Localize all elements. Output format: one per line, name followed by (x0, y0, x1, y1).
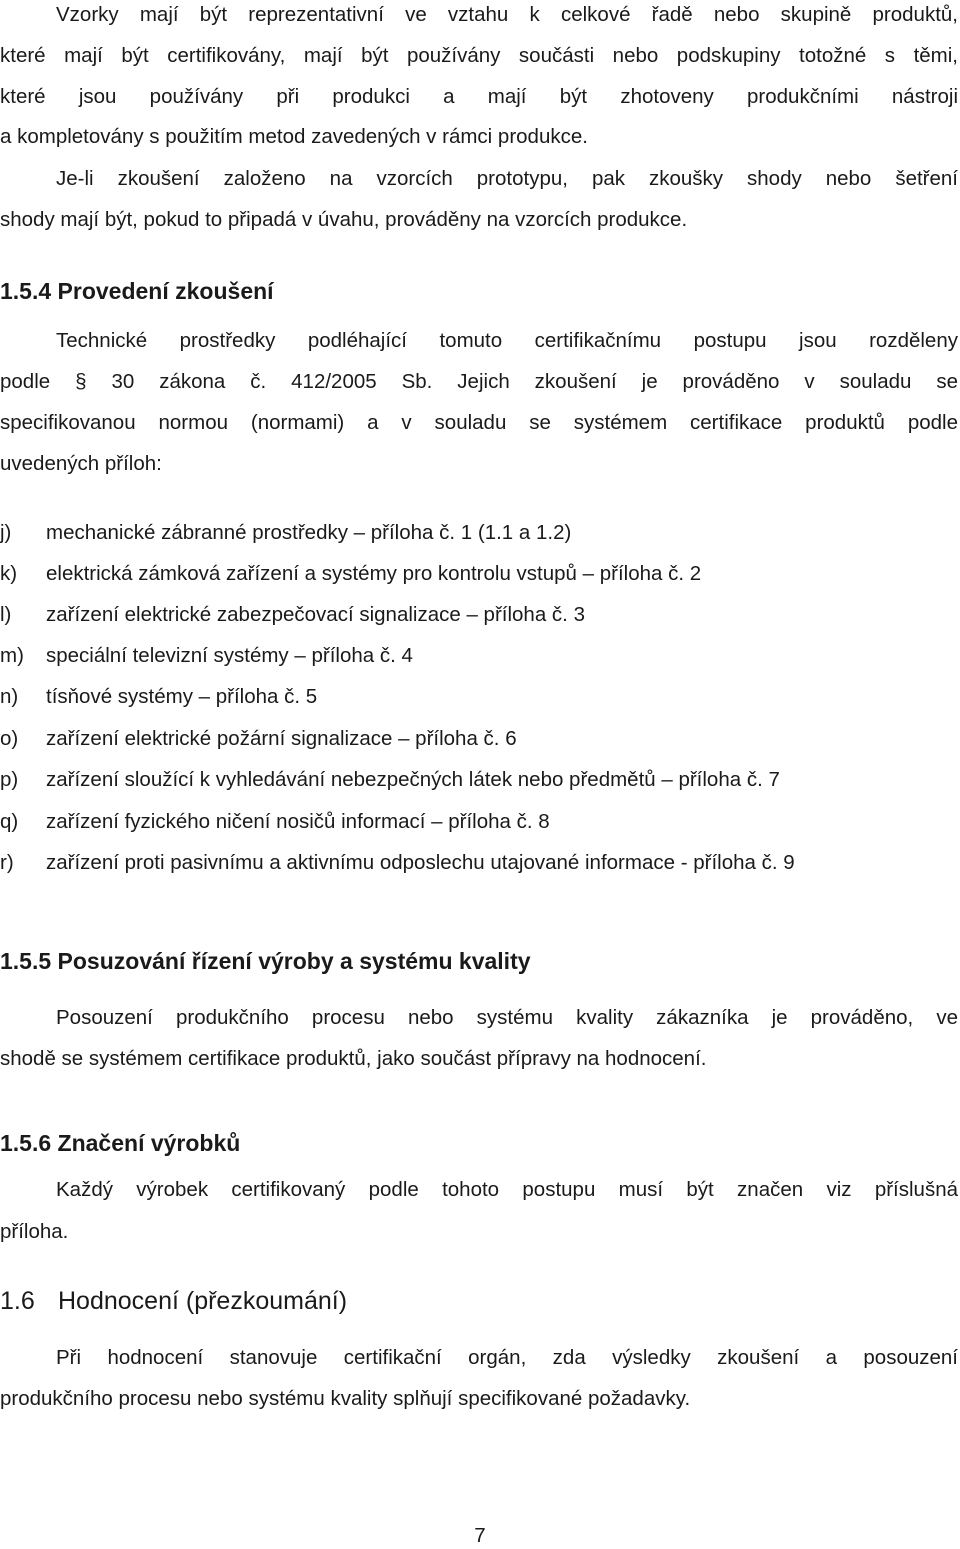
list-marker: k) (0, 562, 18, 585)
list-item-text: mechanické zábranné prostředky – příloha č. 1 (1.1 a 1.2) (46, 521, 572, 544)
text-line: příloha. (0, 1220, 69, 1243)
text-line: Každý výrobek certifikovaný podle tohoto postupu musí být značen viz příslušná (56, 1178, 958, 1201)
page-number: 7 (474, 1524, 486, 1547)
text-line: shody mají být, pokud to připadá v úvahu, prováděny na vzorcích produkce. (0, 208, 688, 231)
list-marker: l) (0, 603, 12, 626)
text-line: Při hodnocení stanovuje certifikační orgán, zda výsledky zkoušení a posouzení (56, 1346, 958, 1369)
section-heading (0, 946, 531, 976)
text-line: uvedených příloh: (0, 452, 162, 475)
section-number: 1.5.5 (0, 948, 52, 974)
section-heading (0, 276, 274, 306)
section-number: 1.5.6 (0, 1130, 52, 1156)
text-line: Vzorky mají být reprezentativní ve vztahu k celkové řadě nebo skupině produktů, (56, 3, 958, 26)
list-item-text: elektrická zámková zařízení a systémy pro kontrolu vstupů – příloha č. 2 (46, 562, 702, 585)
list-item-text: speciální televizní systémy – příloha č. 4 (46, 644, 413, 667)
text-line: Je-li zkoušení založeno na vzorcích prototypu, pak zkoušky shody nebo šetření (56, 167, 958, 190)
section-number: 1.6 (0, 1287, 35, 1315)
section-number: 1.5.4 (0, 278, 52, 304)
section-title: Provedení zkoušení (57, 278, 274, 304)
list-item (0, 767, 780, 793)
list-item-text: zařízení proti pasivnímu a aktivnímu odposlechu utajované informace - příloha č. 9 (46, 851, 795, 874)
text-line: Posouzení produkčního procesu nebo systému kvality zákazníka je prováděno, ve (56, 1006, 958, 1029)
section-heading (0, 1285, 347, 1317)
text-line: které mají být certifikovány, mají být používány součásti nebo podskupiny totožné s těmi, (0, 44, 958, 67)
list-item-text: zařízení sloužící k vyhledávání nebezpečných látek nebo předmětů – příloha č. 7 (46, 768, 780, 791)
text-line: podle § 30 zákona č. 412/2005 Sb. Jejich zkoušení je prováděno v souladu se (0, 370, 958, 393)
list-marker: n) (0, 685, 19, 708)
section-title: Značení výrobků (57, 1130, 241, 1156)
list-item (0, 643, 413, 669)
list-marker: o) (0, 727, 19, 750)
list-marker: m) (0, 644, 24, 667)
section-heading (0, 1128, 240, 1158)
list-item (0, 726, 517, 752)
list-item (0, 850, 795, 876)
section-title: Posuzování řízení výroby a systému kvality (57, 948, 531, 974)
list-item (0, 561, 701, 587)
text-line: které jsou používány při produkci a mají být zhotoveny produkčními nástroji (0, 85, 958, 108)
text-line: a kompletovány s použitím metod zavedených v rámci produkce. (0, 125, 588, 148)
list-item-text: tísňové systémy – příloha č. 5 (46, 685, 318, 708)
text-line: shodě se systémem certifikace produktů, jako součást přípravy na hodnocení. (0, 1047, 707, 1070)
section-title: Hodnocení (přezkoumání) (58, 1287, 348, 1315)
list-item-text: zařízení elektrické zabezpečovací signalizace – příloha č. 3 (46, 603, 585, 626)
text-line: specifikovanou normou (normami) a v souladu se systémem certifikace produktů podle (0, 411, 958, 434)
list-item (0, 809, 550, 835)
list-marker: r) (0, 851, 14, 874)
text-line: produkčního procesu nebo systému kvality splňují specifikované požadavky. (0, 1387, 691, 1410)
list-marker: p) (0, 768, 19, 791)
list-marker: j) (0, 521, 12, 544)
text-line: Technické prostředky podléhající tomuto certifikačnímu postupu jsou rozděleny (56, 329, 958, 352)
list-item-text: zařízení elektrické požární signalizace – příloha č. 6 (46, 727, 517, 750)
list-item (0, 520, 571, 546)
list-item-text: zařízení fyzického ničení nosičů informací – příloha č. 8 (46, 810, 550, 833)
list-item (0, 684, 317, 710)
list-item (0, 602, 585, 628)
list-marker: q) (0, 810, 19, 833)
